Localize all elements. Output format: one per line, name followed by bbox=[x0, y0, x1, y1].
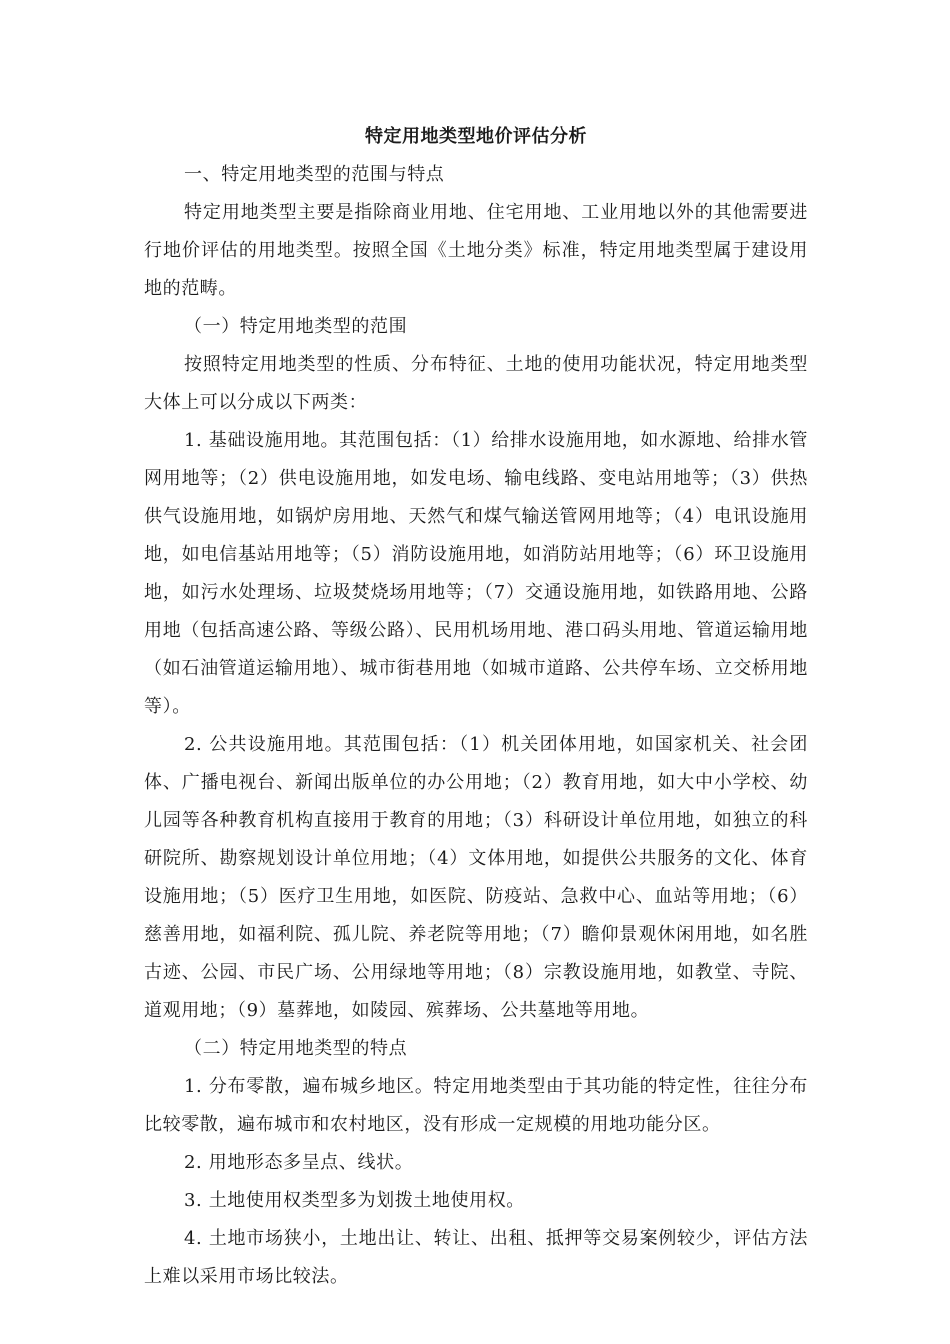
subsection-heading-features: （二）特定用地类型的特点 bbox=[184, 1038, 408, 1059]
paragraph-classification: 按照特定用地类型的性质、分布特征、土地的使用功能状况，特定用地类型大体上可以分成以下两类： bbox=[144, 354, 808, 413]
paragraph-definition: 特定用地类型主要是指除商业用地、住宅用地、工业用地以外的其他需要进行地价评估的用地类型。按照全国《土地分类》标准，特定用地类型属于建设用地的范畴。 bbox=[144, 202, 808, 299]
paragraph-feature-3: 3. 土地使用权类型多为划拨土地使用权。 bbox=[184, 1190, 525, 1211]
document-title: 特定用地类型地价评估分析 bbox=[365, 126, 587, 147]
paragraph-feature-2: 2. 用地形态多呈点、线状。 bbox=[184, 1152, 414, 1173]
paragraph-feature-1: 1. 分布零散，遍布城乡地区。特定用地类型由于其功能的特定性，往往分布比较零散，遍布城市和农村地区，没有形成一定规模的用地功能分区。 bbox=[144, 1076, 808, 1135]
subsection-heading-scope: （一）特定用地类型的范围 bbox=[184, 316, 408, 337]
paragraph-infrastructure: 1. 基础设施用地。其范围包括：（1）给排水设施用地，如水源地、给排水管网用地等；（2）供电设施用地，如发电场、输电线路、变电站用地等；（3）供热供气设施用地，如锅炉房用地、天然气和煤气输送管网用地等；（4）电讯设施用地，如电信基站用地等；（5）消防设施用地，如消防站用地等；（6）环卫设施用地，如污水处理场、垃圾焚烧场用地等；（7）交通设施用地，如铁路用地、公路用地（包括高速公路、等级公路）、民用机场用地、港口码头用地、管道运输用地（如石油管道运输用地）、城市街巷用地（如城市道路、公共停车场、立交桥用地等）。 bbox=[144, 430, 808, 717]
paragraph-public-facilities: 2. 公共设施用地。其范围包括：（1）机关团体用地，如国家机关、社会团体、广播电视台、新闻出版单位的办公用地；（2）教育用地，如大中小学校、幼儿园等各种教育机构直接用于教育的用地；（3）科研设计单位用地，如独立的科研院所、勘察规划设计单位用地；（4）文体用地，如提供公共服务的文化、体育设施用地；（5）医疗卫生用地，如医院、防疫站、急救中心、血站等用地；（6）慈善用地，如福利院、孤儿院、养老院等用地；（7）瞻仰景观休闲用地，如名胜古迹、公园、市民广场、公用绿地等用地；（8）宗教设施用地，如教堂、寺院、道观用地；（9）墓葬地，如陵园、殡葬场、公共墓地等用地。 bbox=[144, 734, 808, 1021]
section-heading-1: 一、特定用地类型的范围与特点 bbox=[184, 164, 445, 185]
document-body bbox=[144, 118, 808, 1296]
paragraph-feature-4: 4. 土地市场狭小，土地出让、转让、出租、抵押等交易案例较少，评估方法上难以采用市场比较法。 bbox=[144, 1228, 808, 1287]
